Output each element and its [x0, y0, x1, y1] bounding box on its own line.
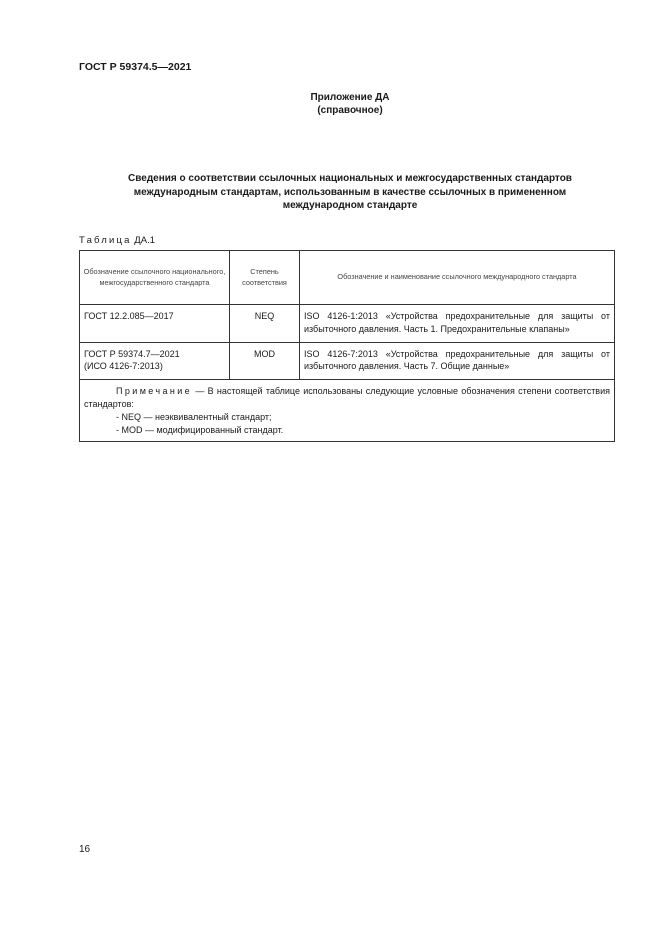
table-caption: [79, 235, 155, 246]
national-standard-code: ГОСТ 12.2.085—2017: [84, 311, 174, 321]
cell-degree: NEQ: [230, 305, 300, 343]
table-note: [80, 380, 615, 442]
heading-line-3: международном стандарте: [282, 200, 418, 211]
table-caption-word: Таблица: [79, 235, 132, 246]
note-item: - NEQ — неэквивалентный стандарт;: [116, 411, 272, 422]
note-item: - MOD — модифицированный стандарт.: [116, 424, 284, 435]
national-standard-code: ГОСТ Р 59374.7—2021: [84, 348, 180, 359]
heading-line-2: международным стандартам, использованным в качестве ссылочных в примененном: [133, 186, 567, 198]
header-national-standard: Обозначение ссылочного национального, межгосударственного стандарта: [80, 251, 230, 305]
cell-degree: MOD: [230, 342, 300, 380]
reference-standards-table: [79, 250, 615, 442]
table-row: [80, 305, 615, 343]
cell-international-standard: ISO 4126-1:2013 «Устройства предохранительные для защиты от избыточного давления. Часть 1. Предохранительные клапаны»: [300, 305, 615, 343]
page-number: 16: [79, 844, 91, 855]
appendix-title: Приложение ДА: [310, 92, 390, 103]
table-header-row: [80, 251, 615, 305]
note-label: Примечание: [116, 386, 193, 397]
header-degree: Степень соответствия: [230, 251, 300, 305]
heading-line-1: Сведения о соответствии ссылочных национальных и межгосударственных стандартов: [128, 173, 572, 184]
appendix-subtitle: (справочное): [317, 105, 383, 116]
table-note-row: [80, 380, 615, 442]
national-standard-iso-ref: (ИСО 4126-7:2013): [84, 361, 163, 372]
appendix-title-block: [0, 91, 661, 117]
table-caption-number: ДА.1: [134, 235, 155, 246]
table-row: [80, 342, 615, 380]
appendix-heading: [60, 172, 640, 213]
document-code: ГОСТ Р 59374.5—2021: [79, 61, 192, 73]
cell-international-standard: ISO 4126-7:2013 «Устройства предохранительные для защиты от избыточного давления. Часть 7. Общие данные»: [300, 342, 615, 380]
cell-national-standard: [80, 342, 230, 380]
note-paragraph: [84, 385, 610, 411]
header-international-standard: Обозначение и наименование ссылочного международного стандарта: [300, 251, 615, 305]
cell-national-standard: [80, 305, 230, 343]
note-text: — В настоящей таблице использованы следующие условные обозначения степени соответствия стандартов:: [84, 386, 610, 409]
